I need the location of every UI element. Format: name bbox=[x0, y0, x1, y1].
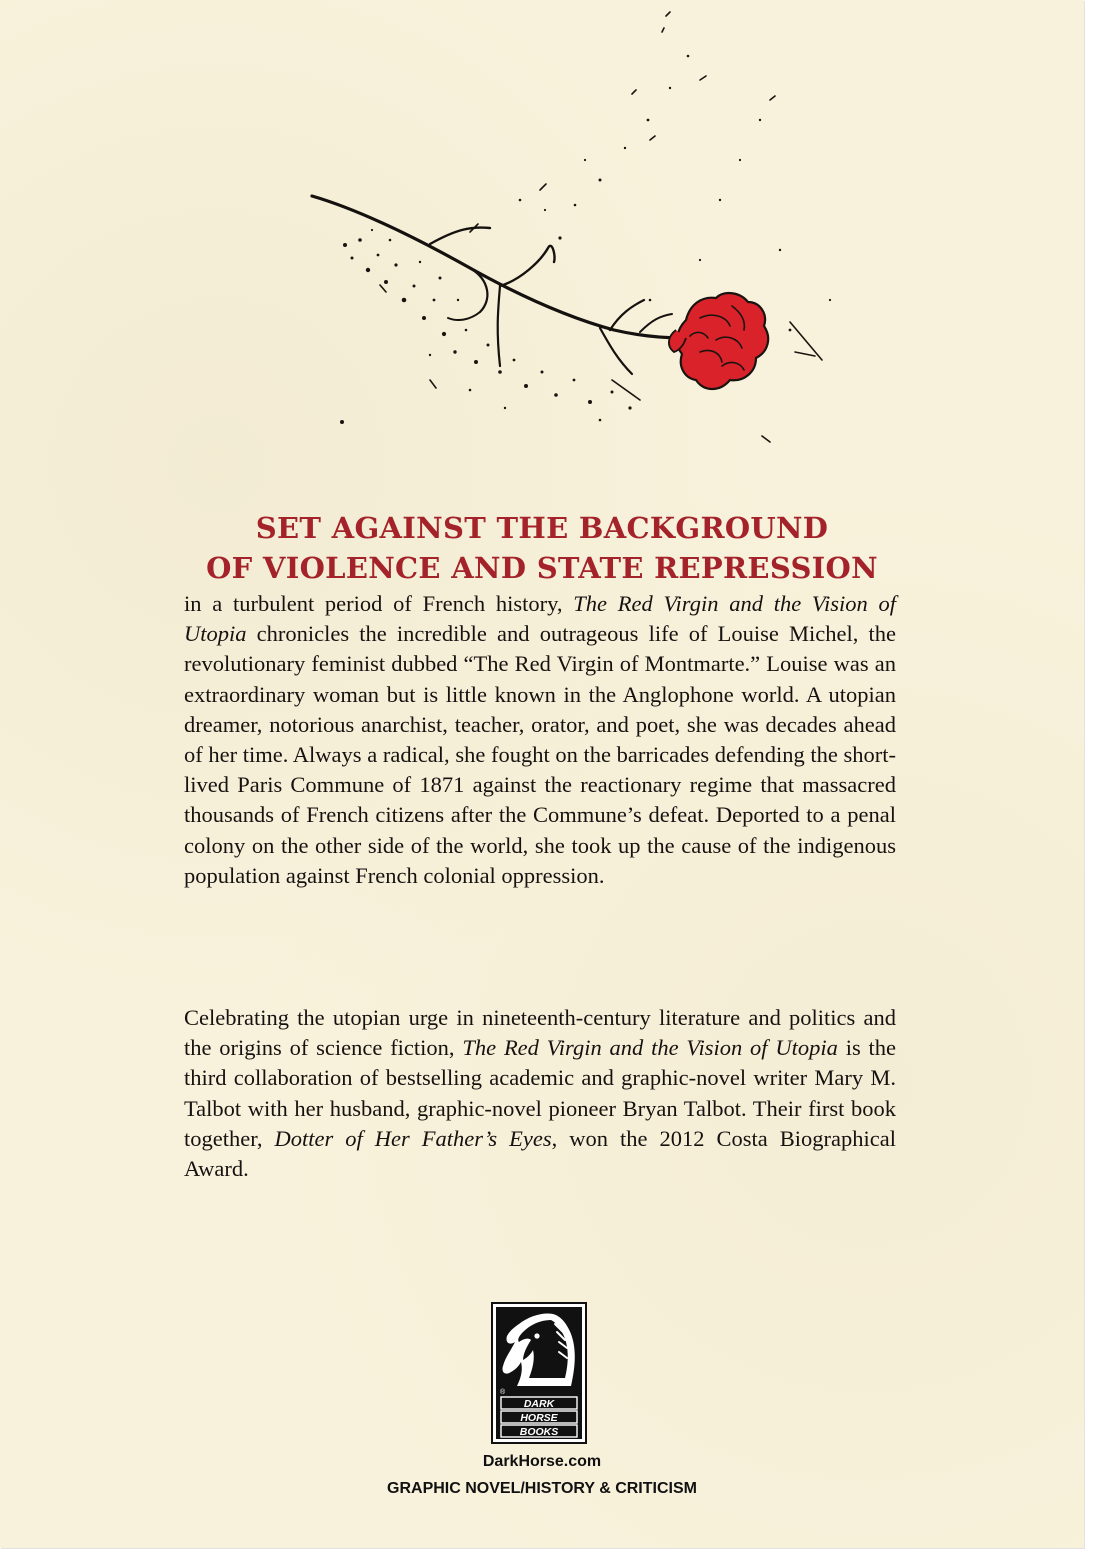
carnation-stem bbox=[312, 196, 684, 374]
ink-streaks bbox=[380, 12, 822, 442]
book-category: GRAPHIC NOVEL/HISTORY & CRITICISM bbox=[387, 1480, 697, 1497]
paragraph-2-text-a: Celebrating the utopian urge in nineteenth-century literature and politics and the origins of science fiction, bbox=[184, 1005, 896, 1061]
paragraph-2-text-b: is the third collaboration of bestselling academic and graphic-novel writer Mary M. Talbot with her husband, graphic-novel pioneer Bryan Talbot. Their first book together, bbox=[184, 1035, 896, 1151]
description-paragraph-2 bbox=[184, 1003, 896, 1184]
paragraph-2-text-c: , won the 2012 Costa Biographical Award. bbox=[184, 1125, 896, 1182]
previous-book-title: Dotter of Her Father’s Eyes bbox=[274, 1125, 552, 1151]
book-title: The Red Virgin and the Vision of Utopia bbox=[462, 1035, 838, 1061]
publisher-website: DarkHorse.com bbox=[482, 1453, 602, 1470]
headline-line-1: SET AGAINST THE BACKGROUND bbox=[255, 511, 829, 545]
paragraph-1-text-b: chronicles the incredible and outrageous life of Louise Michel, the revolutionary feminist dubbed “The Red Virgin of Montmarte.” Louise was an extraordinary woman but is little known in the Anglophone world. A utopian dreamer, notorious anarchist, teacher, orator, and poet, she was decades ahead of her time. Always a radical, she fought on the barricades defending the short-lived Paris Commune of 1871 against the reactionary regime that massacred thousands of French citizens after the Commune’s defeat. Deported to a penal colony on the other side of the world, she took up the cause of the indigenous population against French colonial oppression. bbox=[184, 621, 896, 888]
headline-line-2: OF VIOLENCE AND STATE REPRESSION bbox=[206, 551, 878, 585]
carnation-bloom bbox=[669, 293, 768, 389]
logo-word-horse: HORSE bbox=[520, 1412, 558, 1424]
registered-mark: ® bbox=[500, 1389, 506, 1396]
logo-word-books: BOOKS bbox=[519, 1426, 559, 1438]
description-paragraph-1 bbox=[184, 589, 896, 891]
carnation-illustration bbox=[290, 0, 850, 460]
book-title: The Red Virgin and the Vision of Utopia bbox=[184, 591, 896, 647]
logo-word-dark: DARK bbox=[523, 1398, 555, 1410]
dark-horse-books-logo bbox=[491, 1302, 587, 1444]
paragraph-1-text-a: in a turbulent period of French history, bbox=[184, 591, 574, 616]
headline bbox=[0, 508, 1084, 588]
